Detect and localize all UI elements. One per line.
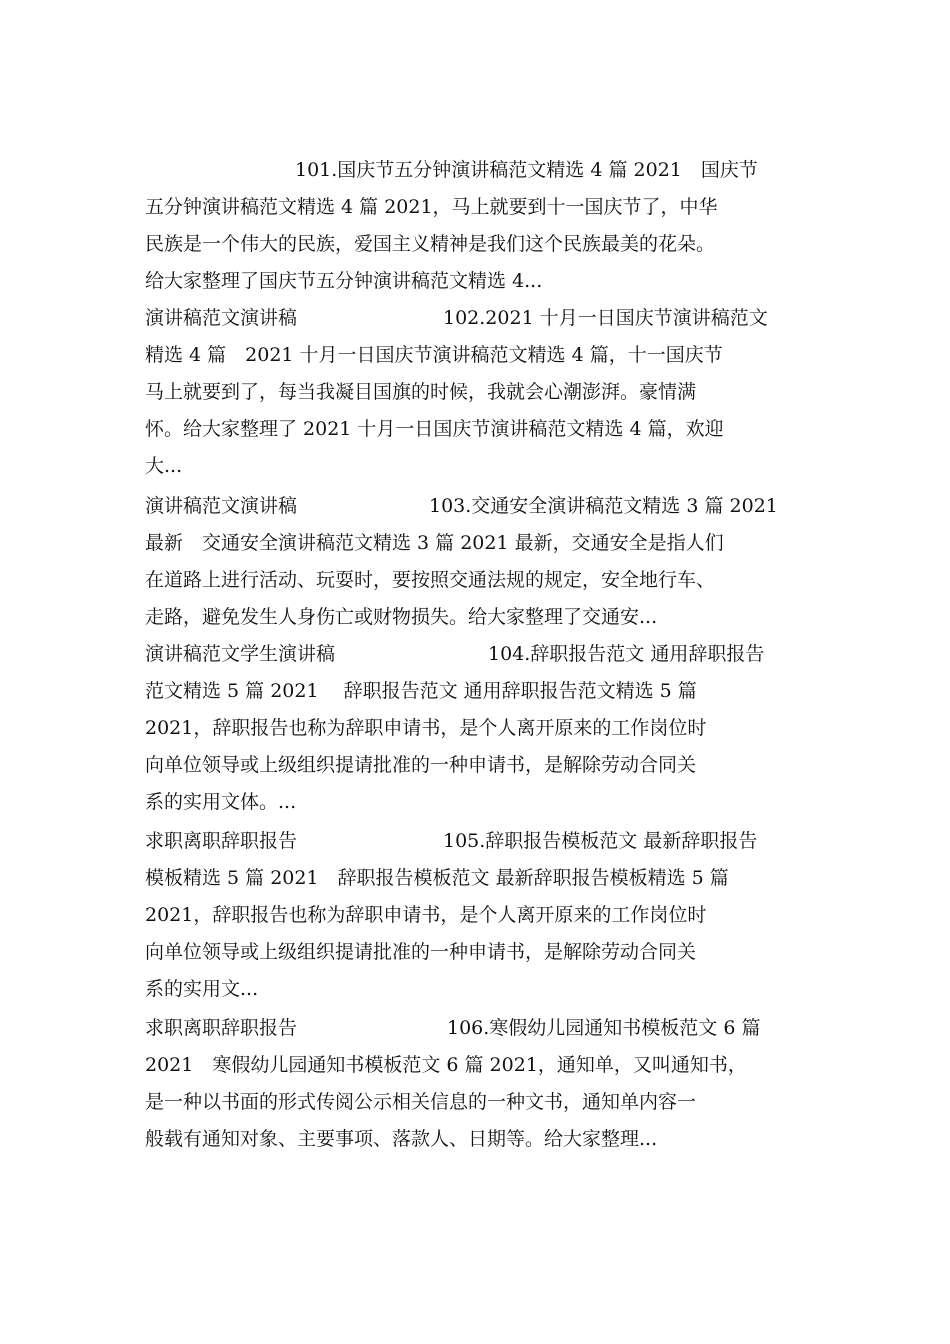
entry-106-body-line-2: 是一种以书面的形式传阅公示相关信息的一种文书，通知单内容一 [145,1091,697,1113]
entry-102-body-line-4: 大... [145,455,183,477]
entry-106-category-tag: 求职离职辞职报告 [145,1017,298,1039]
entry-104-body-line-4: 系的实用文体。... [145,791,297,813]
entry-106-title: 106.寒假幼儿园通知书模板范文 6 篇 [447,1017,761,1039]
entry-106-body-line-1: 2021 寒假幼儿园通知书模板范文 6 篇 2021，通知单，又叫通知书， [145,1054,747,1076]
entry-105-body-line-1: 模板精选 5 篇 2021 辞职报告模板范文 最新辞职报告模板精选 5 篇 [145,867,729,889]
entry-105-body-line-4: 系的实用文... [145,978,259,1000]
entry-101-body-line-3: 给大家整理了国庆节五分钟演讲稿范文精选 4... [145,270,543,292]
entry-102-category-tag: 演讲稿范文演讲稿 [145,307,298,329]
entry-105-category-tag: 求职离职辞职报告 [145,830,298,852]
entry-103-title: 103.交通安全演讲稿范文精选 3 篇 2021 [429,495,778,517]
entry-101-body-line-2: 民族是一个伟大的民族，爱国主义精神是我们这个民族最美的花朵。 [145,233,716,255]
entry-104-header-row [145,636,813,673]
entry-106-header-row [145,1010,813,1047]
entry-102-body-line-3: 怀。给大家整理了 2021 十月一日国庆节演讲稿范文精选 4 篇，欢迎 [145,418,724,440]
entry-103-body-line-3: 走路，避免发生人身伤亡或财物损失。给大家整理了交通安... [145,606,658,628]
entry-104-title: 104.辞职报告范文 通用辞职报告 [488,643,765,665]
entry-104-category-tag: 演讲稿范文学生演讲稿 [145,643,336,665]
entry-102-header-row [145,300,813,337]
entry-103-body-line-1: 最新 交通安全演讲稿范文精选 3 篇 2021 最新，交通安全是指人们 [145,532,724,554]
entry-101-title: 101.国庆节五分钟演讲稿范文精选 4 篇 2021 国庆节 [295,159,758,181]
entry-106-body-line-3: 般载有通知对象、主要事项、落款人、日期等。给大家整理... [145,1128,658,1150]
entry-105-header-row [145,823,813,860]
entry-103-category-tag: 演讲稿范文演讲稿 [145,495,298,517]
entry-105-title: 105.辞职报告模板范文 最新辞职报告 [443,830,758,852]
entry-102-title: 102.2021 十月一日国庆节演讲稿范文 [443,307,768,329]
entry-104-body-line-1: 范文精选 5 篇 2021 辞职报告范文 通用辞职报告范文精选 5 篇 [145,680,697,702]
entry-104-body-line-3: 向单位领导或上级组织提请批准的一种申请书，是解除劳动合同关 [145,754,697,776]
entry-102-body-line-1: 精选 4 篇 2021 十月一日国庆节演讲稿范文精选 4 篇，十一国庆节 [145,344,723,366]
entry-103-body-line-2: 在道路上进行活动、玩耍时，要按照交通法规的规定，安全地行车、 [145,569,716,591]
entry-102-body-line-2: 马上就要到了，每当我凝目国旗的时候，我就会心潮澎湃。豪情满 [145,381,697,403]
entry-105-body-line-3: 向单位领导或上级组织提请批准的一种申请书，是解除劳动合同关 [145,941,697,963]
entry-104-body-line-2: 2021，辞职报告也称为辞职申请书，是个人离开原来的工作岗位时 [145,717,707,739]
entry-103-header-row [145,488,813,525]
entry-101-body-line-1: 五分钟演讲稿范文精选 4 篇 2021，马上就要到十一国庆节了，中华 [145,196,718,218]
entry-105-body-line-2: 2021，辞职报告也称为辞职申请书，是个人离开原来的工作岗位时 [145,904,707,926]
